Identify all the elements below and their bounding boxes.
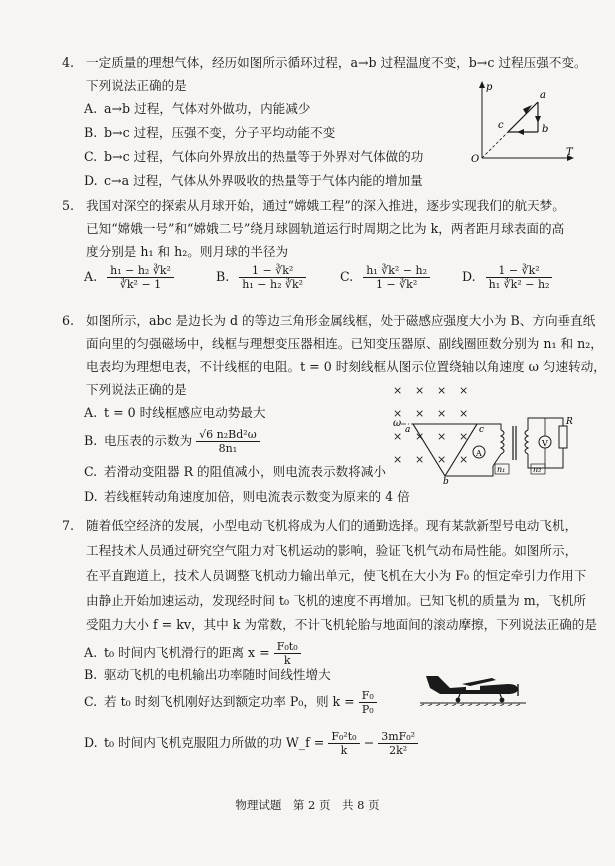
q6-number: 6. [62,313,75,328]
q7-stem-line2: 工程技术人员通过研究空气阻力对飞机运动的影响，验证飞机气动布局性能。如图所示， [86,543,578,558]
q6-option-d: D. 若线框转动角速度加倍，则电流表示数变为原来的 4 倍 [84,489,410,504]
svg-text:×: × [437,384,447,397]
q7-option-d: D. t₀ 时间内飞机克服阻力所做的功 W_f = $\frac{\text{F₀²t₀}}{k}$ − $\frac{\text{3mF₀²}}{\text{2k²}}$ [84,730,418,757]
q4-graph-a-label: a [540,90,546,101]
q4-graph-c-label: c [498,120,504,131]
svg-text:×: × [437,407,447,420]
q4-pt-graph [468,78,578,164]
svg-text:×: × [415,430,425,443]
q4-graph-origin-label: O [471,154,480,164]
svg-text:×: × [415,407,425,420]
svg-text:V: V [542,439,548,448]
svg-text:×: × [393,430,403,443]
q6-vertex-c-label: c [479,425,485,435]
svg-text:×: × [393,407,403,420]
q6-circuit-diagram [393,380,573,485]
q5-stem-line1: 我国对深空的探索从月球开始，通过“嫦娥工程”的深入推进，逐步实现我们的航天梦。 [86,198,565,213]
q4-graph-t-label: T [566,147,573,158]
q5-stem-line3: 度分别是 h₁ 和 h₂。则月球的半径为 [86,244,289,259]
q4-stem-line2: 下列说法正确的是 [86,78,187,93]
q5-option-b: B. $\frac{\text{1 − ∛k²}}{\text{h₁ − h₂ ∛k²}}$ [216,264,306,291]
q6-option-c: C. 若滑动变阻器 R 的阻值减小，则电流表示数将减小 [84,464,386,479]
svg-text:×: × [415,384,425,397]
rheostat-icon [559,426,567,448]
svg-text:×: × [437,430,447,443]
q7-stem-line3: 在平直跑道上，技术人员调整飞机动力输出单元，使飞机在大小为 F₀ 的恒定牵引力作用下 [86,568,587,583]
q7-number: 7. [62,518,75,533]
svg-text:×: × [437,453,447,466]
q4-option-d: D. c→a 过程，气体从外界吸收的热量等于气体内能的增加量 [84,173,423,188]
svg-text:×: × [393,384,403,397]
q7-option-a: A. t₀ 时间内飞机滑行的距离 x = $\frac{\text{F₀t₀}}{k}$ [84,640,301,667]
q7-option-b: B. 驱动飞机的电机输出功率随时间线性增大 [84,667,331,682]
q6-option-a: A. t = 0 时线框感应电动势最大 [84,405,266,420]
q4-option-c: C. b→c 过程，气体向外界放出的热量等于外界对气体做的功 [84,149,424,164]
q4-option-a: A. a→b 过程，气体对外做功，内能减少 [84,101,311,116]
q4-stem-line1: 一定质量的理想气体，经历如图所示循环过程，a→b 过程温度不变，b→c 过程压强不变。 [86,55,587,70]
svg-text:×: × [393,453,403,466]
q6-stem-line4: 下列说法正确的是 [86,382,187,397]
q4-graph-b-label: b [542,124,549,135]
q4-graph-p-label: p [486,82,493,93]
q6-stem-line2: 面向里的匀强磁场中，线框与理想变压器相连。已知变压器原、副线圈匝数分别为 n₁ 和 n₂， [86,336,603,351]
q6-option-b: B. 电压表的示数为 $\frac{\text{√6 n₂Bd²ω}}{\text{8n₁}}$ [84,428,260,455]
svg-text:×: × [415,453,425,466]
q6-r-label: R [566,417,573,427]
q6-vertex-b-label: b [443,477,449,485]
q7-stem-line1: 随着低空经济的发展，小型电动飞机将成为人们的通勤选择。现有某款新型号电动飞机， [86,518,578,533]
q4-number: 4. [62,55,75,70]
q5-stem-line2: 已知“嫦娥一号”和“嫦娥二号”绕月球圆轨道运行时周期之比为 k，两者距月球表面的高 [86,221,565,236]
q6-omega-label: ω [393,418,402,429]
svg-text:×: × [459,384,469,397]
q5-option-d: D. $\frac{\text{1 − ∛k²}}{\text{h₁ ∛k² − h₂}}$ [462,264,552,291]
q7-stem-line5: 受阻力大小 f = kv，其中 k 为常数，不计飞机轮胎与地面间的滚动摩擦，下列说法正确的是 [86,617,597,632]
q4-option-b: B. b→c 过程，压强不变，分子平均动能不变 [84,125,336,140]
q7-airplane-illustration [420,662,526,706]
svg-text:×: × [459,407,469,420]
q5-option-a: A. $\frac{\text{h₁ − h₂ ∛k²}}{\text{∛k² − 1}}$ [84,264,174,291]
q6-stem-line1: 如图所示，abc 是边长为 d 的等边三角形金属线框，处于磁感应强度大小为 B、方向垂直纸 [86,313,596,328]
q5-option-c: C. $\frac{\text{h₁ ∛k² − h₂}}{\text{1 − ∛k²}}$ [340,264,430,291]
q7-option-c: C. 若 t₀ 时刻飞机刚好达到额定功率 P₀，则 k = $\frac{\text{F₀}}{\text{P₀}}$ [84,689,377,716]
q6-n2-label: n₂ [533,465,542,474]
q6-stem-line3: 电表均为理想电表，不计线框的电阻。t = 0 时刻线框从图示位置绕轴以角速度 ω 匀速转动， [86,359,606,374]
svg-text:×: × [459,430,469,443]
q5-number: 5. [62,198,75,213]
svg-text:×: × [459,453,469,466]
svg-text:A: A [476,449,482,458]
q6-n1-label: n₁ [497,465,506,474]
q7-stem-line4: 由静止开始加速运动，发现经时间 t₀ 飞机的速度不再增加。已知飞机的质量为 m，飞机所 [86,593,587,608]
q6-vertex-a-label: a [405,425,411,435]
page-footer: 物理试题 第 2 页 共 8 页 [235,798,380,812]
